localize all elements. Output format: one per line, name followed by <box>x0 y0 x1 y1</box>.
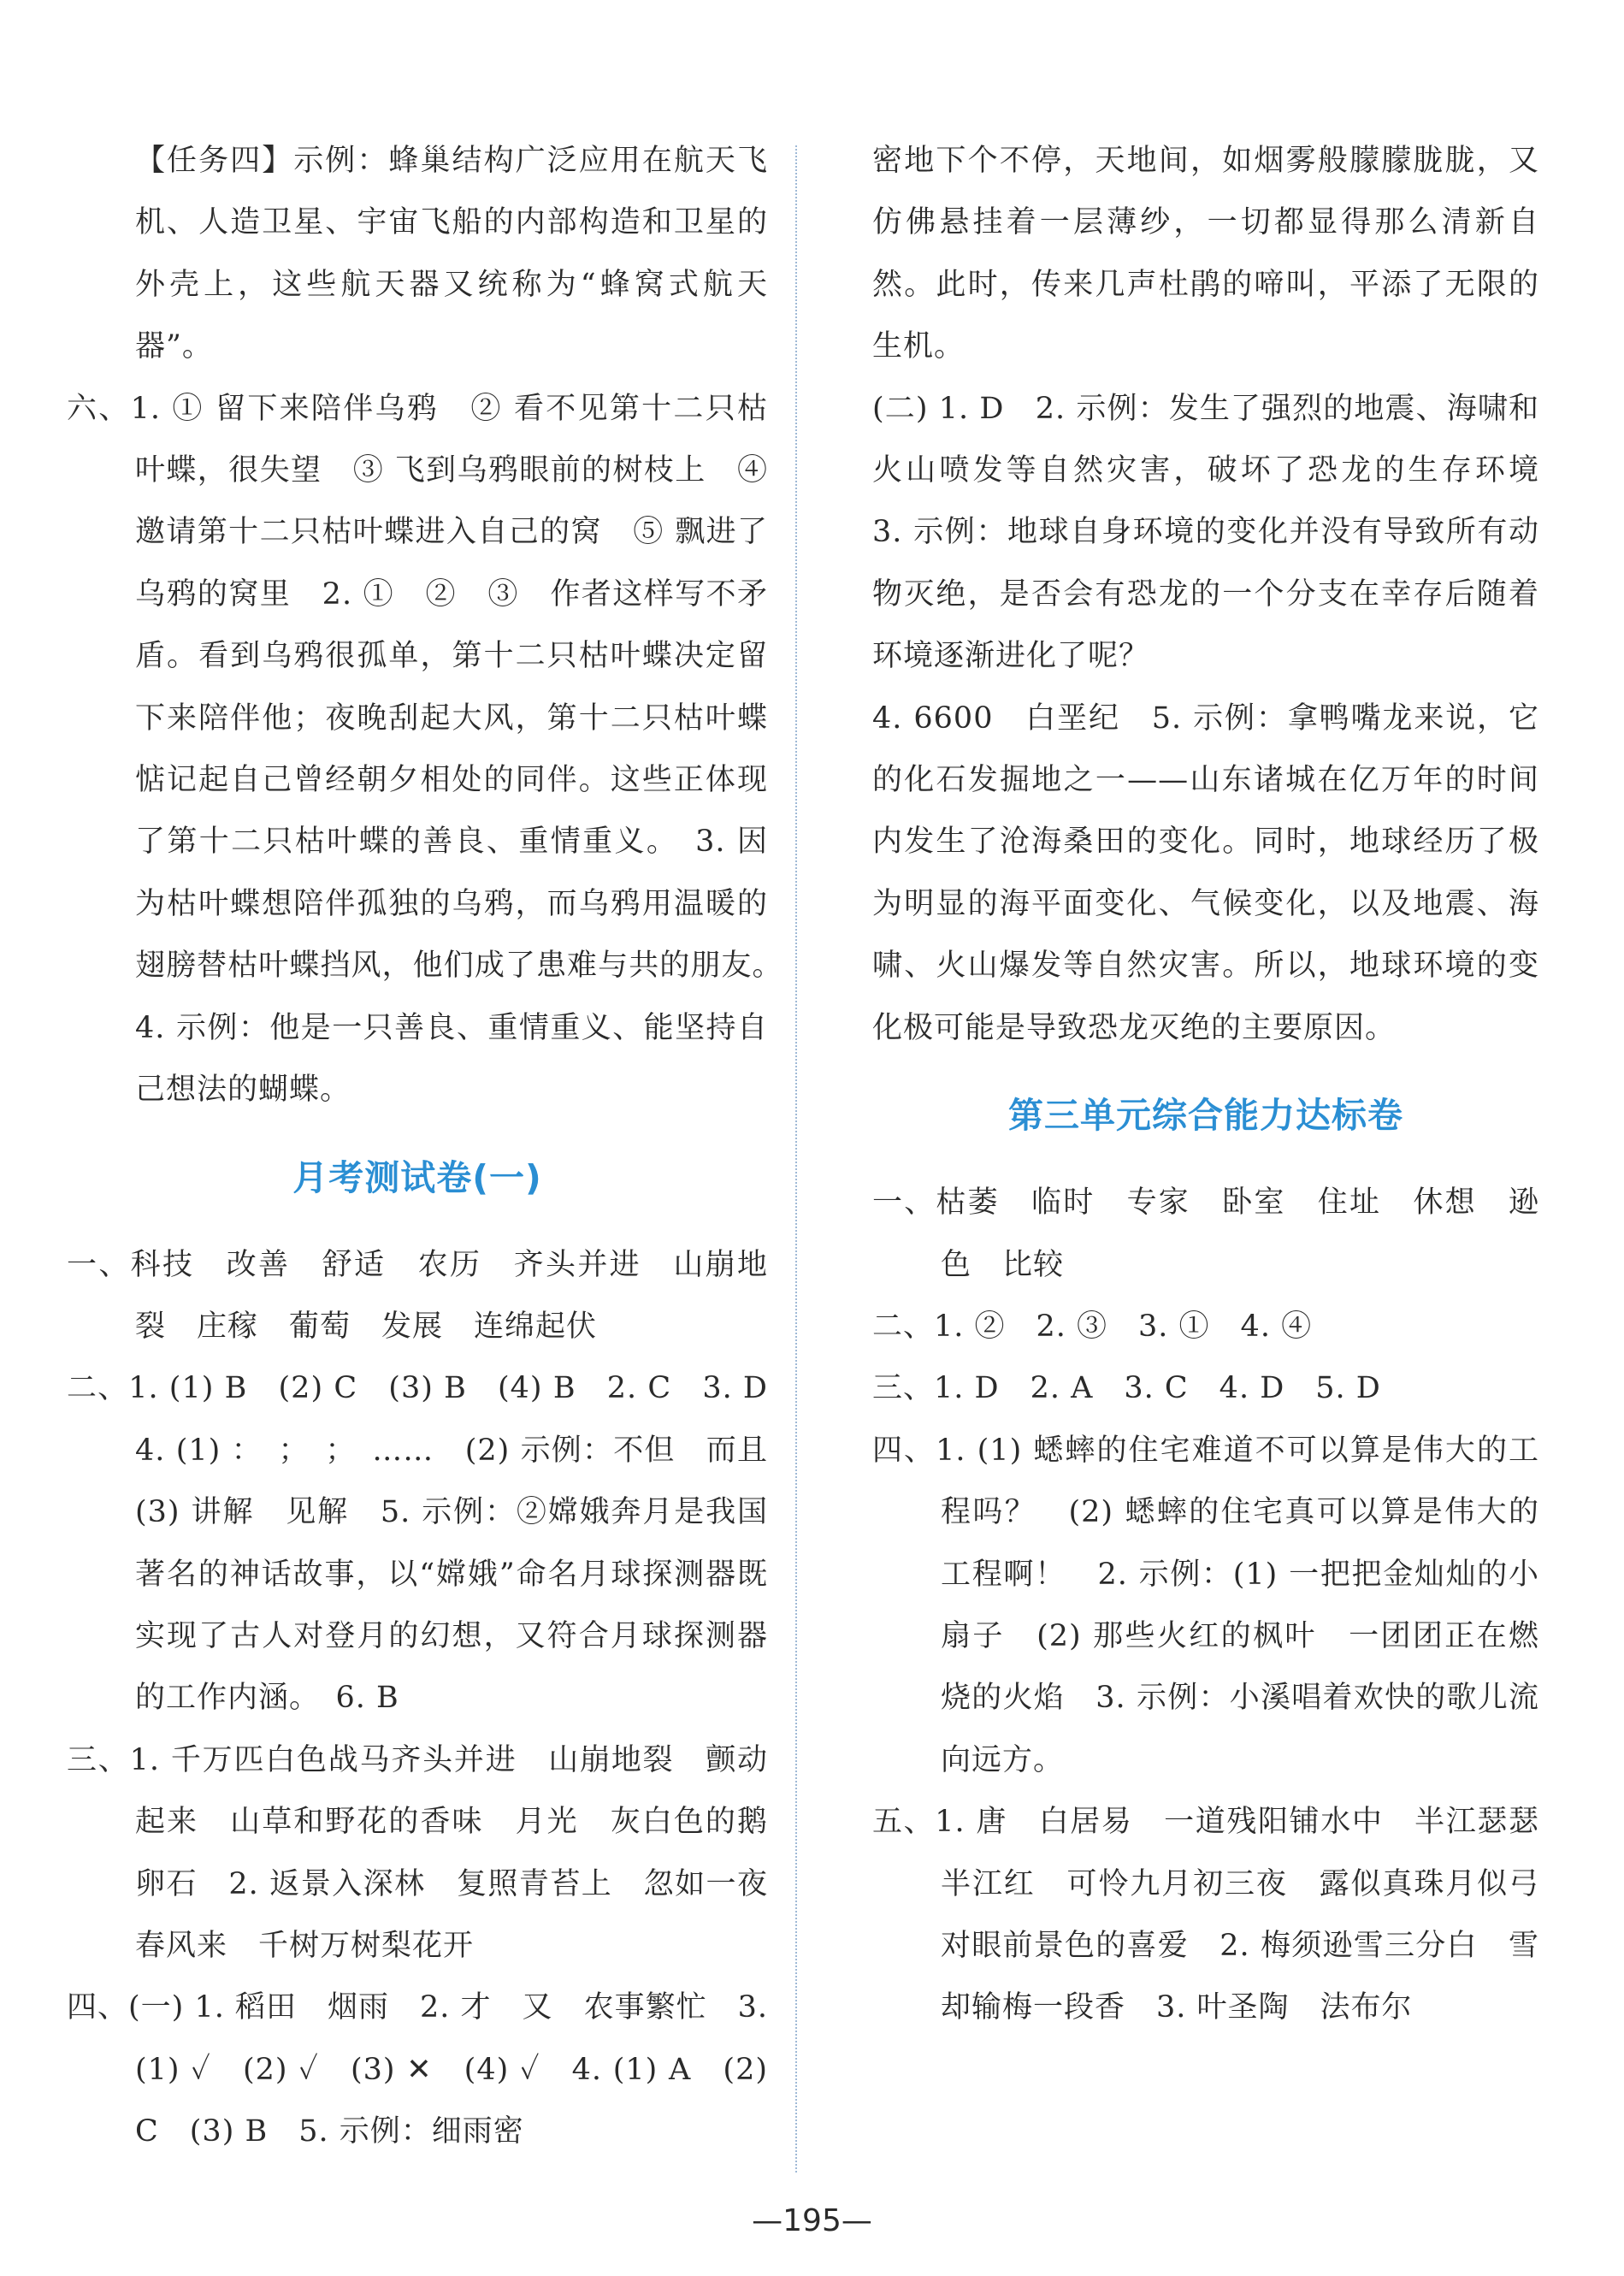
unit-q1-answers: 一、枯萎 临时 专家 卧室 住址 休想 逊色 比较 <box>872 1185 1539 1282</box>
task-four-paragraph: 【任务四】示例：蜂巢结构广泛应用在航天飞机、人造卫星、宇宙飞船的内部构造和卫星的外壳上，这些航天器又统称为“蜂窝式航天器”。 <box>135 144 768 364</box>
left-column <box>67 130 800 2163</box>
right-column <box>872 130 1571 2039</box>
monthly-q2-answers: 二、1. (1) B (2) C (3) B (4) B 2. C 3. D 4. (1) ： ； ； …… (2) 示例：不但 而且 (3) 讲解 见解 5. 示例：②嫦娥奔月是我国著名的神话故事，以“嫦娥”命名月球探测器既实现了古人对登月的幻想，又符合月球探测器的工作内涵。 6. B <box>67 1371 800 1716</box>
page-number: —195— <box>752 2203 872 2238</box>
continuation-paragraph: 密地下个不停，天地间，如烟雾般朦朦胧胧，又仿佛悬挂着一层薄纱，一切都显得那么清新自然。此时，传来几声杜鹃的啼叫，平添了无限的生机。 <box>872 144 1539 364</box>
section-six-answers: 六、1. ① 留下来陪伴乌鸦 ② 看不见第十二只枯叶蝶，很失望 ③ 飞到乌鸦眼前的树枝上 ④ 邀请第十二只枯叶蝶进入自己的窝 ⑤ 飘进了乌鸦的窝里 2. ① ② ③ 作者这样写不矛盾。看到乌鸦很孤单，第十二只枯叶蝶决定留下来陪伴他；夜晚刮起大风，第十二只枯叶蝶惦记起自己曾经朝夕相处的同伴。这些正体现了第十二只枯叶蝶的善良、重情重义。 3. 因为枯叶蝶想陪伴孤独的乌鸦，而乌鸦用温暖的翅膀替枯叶蝶挡风，他们成了患难与共的朋友。 4. 示例：他是一只善良、重情重义、能坚持自己想法的蝴蝶。 <box>67 391 800 1108</box>
part-two-answers: (二) 1. D 2. 示例：发生了强烈的地震、海啸和火山喷发等自然灾害，破坏了恐龙的生存环境 3. 示例：地球自身环境的变化并没有导致所有动物灭绝，是否会有恐龙的一个分支在幸存后随着环境逐渐进化了呢？ <box>872 391 1571 674</box>
unit-q3-answers: 三、1. D 2. A 3. C 4. D 5. D <box>872 1371 1381 1406</box>
unit-q5-answers: 五、1. 唐 白居易 一道残阳铺水中 半江瑟瑟半江红 可怜九月初三夜 露似真珠月似弓 对眼前景色的喜爱 2. 梅须逊雪三分白 雪却输梅一段香 3. 叶圣陶 法布尔 <box>872 1805 1571 2025</box>
column-divider <box>795 145 797 2173</box>
q4-q5-answers: 4. 6600 白垩纪 5. 示例：拿鸭嘴龙来说，它的化石发掘地之一——山东诸城在亿万年的时间内发生了沧海桑田的变化。同时，地球经历了极为明显的海平面变化、气候变化，以及地震、海啸、火山爆发等自然灾害。所以，地球环境的变化极可能是导致恐龙灭绝的主要原因。 <box>872 701 1539 1045</box>
monthly-q4-answers: 四、(一) 1. 稻田 烟雨 2. 才 又 农事繁忙 3. (1) ✓ (2) ✓ (3) ✕ (4) ✓ 4. (1) A (2) C (3) B 5. 示例：细雨密 <box>67 1990 768 2149</box>
unit-q4-answers: 四、1. (1) 蟋蟀的住宅难道不可以算是伟大的工程吗？ (2) 蟋蟀的住宅真可以算是伟大的工程啊！ 2. 示例：(1) 一把把金灿灿的小扇子 (2) 那些火红的枫叶 一团团正在燃烧的火焰 3. 示例：小溪唱着欢快的歌儿流向远方。 <box>872 1433 1539 1777</box>
monthly-q3-answers: 三、1. 千万匹白色战马齐头并进 山崩地裂 颤动起来 山草和野花的香味 月光 灰白色的鹅卵石 2. 返景入深林 复照青苔上 忽如一夜春风来 千树万树梨花开 <box>67 1742 768 1963</box>
monthly-test-title: 月考测试卷(一) <box>292 1156 542 1198</box>
unit-q2-answers: 二、1. ② 2. ③ 3. ① 4. ④ <box>872 1309 1313 1344</box>
unit-three-test-title: 第三单元综合能力达标卷 <box>1008 1095 1403 1137</box>
monthly-q1-answers: 一、科技 改善 舒适 农历 齐头并进 山崩地裂 庄稼 葡萄 发展 连绵起伏 <box>67 1247 768 1344</box>
